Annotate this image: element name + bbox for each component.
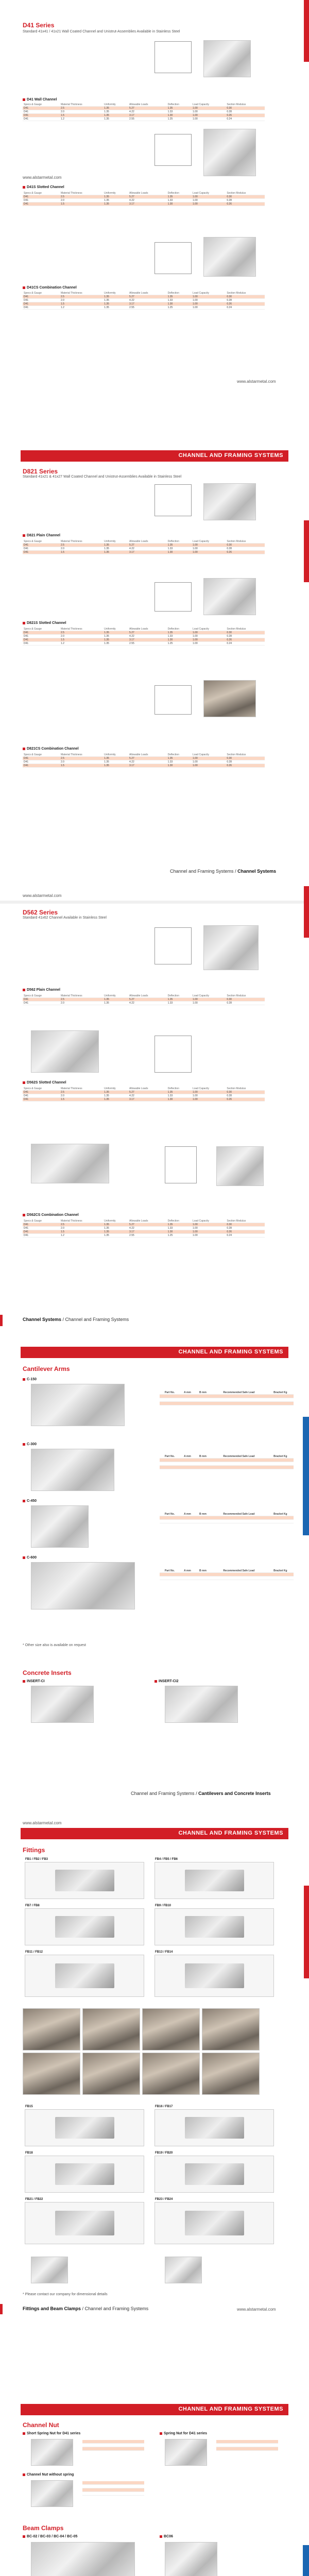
fitting-label: FB4 / FB5 / FB6: [155, 1858, 178, 1861]
combination-photo: [203, 237, 256, 277]
combination-diagram: [154, 685, 192, 715]
series-title: D821 Series: [23, 468, 58, 475]
fitting-group: [154, 2151, 274, 2193]
fitting-photo: [82, 2008, 140, 2050]
spec-table: Specs & Gauge Material Thickness Uniformity Allowable Loads Deflection Load Capacity Section Modulus D41 2.5 1.35 5.27 1.35 1.00 0.30 D41 2.0 1.35 4.22 1.33 1.00 0.28 D41 1.5 1.35 3.17 1.30 1.00 0.26: [23, 540, 265, 554]
fitting-label: FB15: [25, 2105, 33, 2108]
nut-table: [216, 2440, 278, 2451]
arm-table: Part No. A mm B mm Recommended Safe Load Bracket Kg: [160, 1513, 294, 1523]
insert-label: INSERT-CI2: [154, 1680, 179, 1683]
arm-label: C-150: [23, 1378, 37, 1381]
section-label: D562CS Combination Channel: [23, 1213, 79, 1217]
page-footer: Channel and Framing Systems / Channel Systems: [170, 869, 277, 874]
website-text: www.alstarmetal.com: [23, 175, 62, 180]
concrete-insert-image: [31, 1686, 94, 1723]
section-header: [21, 1347, 288, 1358]
arm-label: C-450: [23, 1499, 37, 1503]
clamps-title: Beam Clamps: [23, 2524, 64, 2532]
blue-page-tab: [303, 1417, 309, 1535]
fitting-group: [25, 1858, 144, 1899]
fitting-label: FB19 / FB20: [155, 2151, 173, 2155]
section-title: Channel Nut: [23, 2421, 59, 2429]
insert-label: INSERT-CI: [23, 1680, 45, 1683]
combination-photo: [203, 680, 256, 717]
cantilever-arm-image: [31, 1505, 89, 1548]
footer-red-mark: [0, 1315, 3, 1326]
section-label: D562 Plain Channel: [23, 988, 60, 992]
section-label: D821 Plain Channel: [23, 534, 60, 537]
section-title: Fittings: [23, 1846, 45, 1854]
nut-table: [82, 2440, 144, 2451]
spec-table: Specs & Gauge Material Thickness Uniformity Allowable Loads Deflection Load Capacity Section Modulus D41 2.5 1.35 5.27 1.35 1.00 0.30 D41 2.0 1.35 4.22 1.33 1.00 0.28: [23, 994, 265, 1005]
channel-diagram: [154, 927, 192, 964]
red-page-tab: [304, 886, 309, 938]
fitting-label: FB11 / FB12: [25, 1951, 43, 1954]
section-label: D41 Wall Channel: [23, 98, 57, 101]
channel-photo: [203, 40, 251, 77]
header-text: CHANNEL AND FRAMING SYSTEMS: [178, 1830, 283, 1836]
footer-bold: Channel Systems: [237, 869, 277, 874]
nut-image: [165, 2439, 207, 2466]
channel-photo: [203, 925, 259, 970]
spec-table: Specs & Gauge Material Thickness Uniformity Allowable Loads Deflection Load Capacity Section Modulus D41 2.5 1.35 5.27 1.35 1.00 0.30 D41 2.0 1.35 4.22 1.33 1.00 0.28 D41 1.5 1.35 3.17 1.30 1.00 0.26: [23, 1087, 265, 1101]
sheet-fittings: [0, 1814, 309, 2392]
sheet-d41: [0, 0, 309, 444]
spec-table: Specs & Gauge Material Thickness Uniformity Allowable Loads Deflection Load Capacity Section Modulus D41 2.5 1.35 5.27 1.35 1.00 0.30 D41 2.0 1.35 4.22 1.33 1.00 0.28 D41 1.5 1.35 3.17 1.30 1.00 0.26: [23, 753, 265, 768]
section-header: [21, 2404, 288, 2415]
spec-table: Specs & Gauge Material Thickness Uniformity Allowable Loads Deflection Load Capacity Section Modulus D41 2.5 1.35 5.27 1.35 1.00 0.30 D41 2.0 1.35 4.22 1.33 1.00 0.28 D41 1.5 1.35 3.17 1.30 1.00 0.26 D41 1.2 1.35 2.55 1.25 1.00 0.24: [23, 1219, 265, 1238]
slotted-diagram: [154, 134, 192, 166]
website-text: www.alstarmetal.com: [237, 2307, 276, 2312]
footer-red-mark: [0, 2304, 3, 2314]
slotted-diagram: [154, 582, 192, 612]
spec-table: Specs & Gauge Material Thickness Uniformity Allowable Loads Deflection Load Capacity Section Modulus D41 2.5 1.35 5.27 1.35 1.00 0.30 D41 2.0 1.35 4.22 1.33 1.00 0.28 D41 1.5 1.35 3.17 1.30 1.00 0.26: [23, 192, 265, 206]
nut-table: [82, 2481, 144, 2496]
fitting-group: [25, 1904, 144, 1945]
arm-table: Part No. A mm B mm Recommended Safe Load Bracket Kg: [160, 1391, 294, 1405]
nut-label: Channel Nut without spring: [23, 2473, 74, 2477]
footer-bold: Cantilevers and Concrete Inserts: [198, 1791, 271, 1796]
fitting-group: [25, 2151, 144, 2193]
series-subtitle: Standard 41x41 / 41x21 Wall Coated Channel and Unistrut-Assemblies Available in Stainless Steel: [23, 30, 180, 33]
fitting-label: FB1 / FB2 / FB3: [25, 1858, 48, 1861]
section-label: D41S Slotted Channel: [23, 185, 64, 189]
fitting-photo: [31, 2257, 68, 2283]
footer-prefix: Channel and Framing Systems: [170, 869, 234, 874]
fitting-photo: [82, 2053, 140, 2095]
section-title: Cantilever Arms: [23, 1365, 70, 1372]
red-page-tab: [304, 1886, 309, 1978]
fitting-group: [154, 1858, 274, 1899]
divider-band: [0, 901, 309, 904]
series-subtitle: Standard 41x21 & 41x27 Wall Coated Channel and Unistrut-Assemblies Available in Stainless Steel: [23, 475, 182, 479]
fitting-group: [154, 2198, 274, 2244]
beam-clamp-image: [31, 2542, 135, 2576]
cantilever-arm-image: [31, 1449, 114, 1491]
footer-bold: Channel Systems: [23, 1317, 62, 1322]
series-subtitle: Standard 41x62 Channel Available in Stainless Steel: [23, 916, 107, 920]
website-text: www.alstarmetal.com: [23, 893, 62, 898]
inserts-title: Concrete Inserts: [23, 1669, 72, 1676]
sheet-d821: [0, 443, 309, 887]
footer-prefix: Channel and Framing Systems: [131, 1791, 195, 1796]
nut-image: [31, 2439, 73, 2466]
cantilever-arm-image: [31, 1384, 125, 1426]
fitting-group: [25, 2105, 144, 2146]
sheet-d562: [0, 886, 309, 1341]
footer-suffix: Channel and Framing Systems: [84, 2306, 149, 2311]
footer-bold: Fittings and Beam Clamps: [23, 2306, 81, 2311]
channel-diagram: [154, 41, 192, 73]
nut-label: Spring Nut for D41 series: [160, 2432, 207, 2435]
fitting-group: [154, 1951, 274, 1997]
arm-note: * Other size also is available on request: [23, 1643, 86, 1647]
fitting-label: FB13 / FB14: [155, 1951, 173, 1954]
slotted-photo: [203, 578, 256, 615]
sheet-nuts: [0, 2391, 309, 2576]
slotted-diagram: [154, 1036, 192, 1073]
series-title: D41 Series: [23, 22, 55, 29]
fitting-label: FB18: [25, 2151, 33, 2155]
combination-photo-a: [31, 1144, 109, 1183]
header-text: CHANNEL AND FRAMING SYSTEMS: [178, 2406, 283, 2412]
nut-image: [31, 2480, 73, 2507]
arm-table: Part No. A mm B mm Recommended Safe Load Bracket Kg: [160, 1569, 294, 1580]
channel-diagram: [154, 484, 192, 516]
section-header: [21, 450, 288, 462]
fitting-group: [25, 1951, 144, 1997]
fitting-label: FB21 / FB22: [25, 2198, 43, 2201]
spec-table: Specs & Gauge Material Thickness Uniformity Allowable Loads Deflection Load Capacity Section Modulus D41 2.5 1.35 5.27 1.35 1.00 0.30 D41 2.0 1.35 4.22 1.33 1.00 0.28 D41 1.5 1.35 3.17 1.30 1.00 0.26 D41 1.2 1.35 2.55 1.25 1.00 0.24: [23, 292, 265, 310]
arm-table: Part No. A mm B mm Recommended Safe Load Bracket Kg: [160, 1455, 294, 1469]
fitting-group: [154, 1904, 274, 1945]
combination-diagram: [165, 1146, 197, 1183]
spec-table: Specs & Gauge Material Thickness Uniformity Allowable Loads Deflection Load Capacity Section Modulus D41 2.5 1.35 5.27 1.35 1.00 0.30 D41 2.0 1.35 4.22 1.33 1.00 0.28 D41 1.5 1.35 3.17 1.30 1.00 0.26 D41 1.2 1.35 2.55 1.25 1.00 0.24: [23, 103, 265, 121]
fitting-label: FB16 / FB17: [155, 2105, 173, 2108]
fitting-photo: [165, 2257, 202, 2283]
sheet-cantilever: [0, 1340, 309, 1815]
page-footer: Channel Systems / Channel and Framing Systems: [23, 1317, 129, 1322]
beam-clamp-image: [165, 2542, 217, 2576]
slotted-photo: [31, 1030, 99, 1073]
combination-diagram: [154, 242, 192, 274]
section-label: D821S Slotted Channel: [23, 621, 66, 625]
cantilever-arm-image: [31, 1562, 135, 1609]
nut-label: Short Spring Nut for D41 series: [23, 2432, 80, 2435]
fitting-label: FB9 / FB10: [155, 1904, 171, 1907]
fitting-photo: [23, 2053, 80, 2095]
channel-photo: [203, 483, 256, 520]
fitting-photo: [202, 2008, 260, 2050]
red-page-tab: [304, 520, 309, 582]
clamp-label: BC-02 / BC-03 / BC-04 / BC-05: [23, 2535, 77, 2538]
combination-photo-b: [216, 1146, 264, 1186]
fitting-photo: [142, 2008, 200, 2050]
fitting-group: [25, 2198, 144, 2244]
fitting-photo: [202, 2053, 260, 2095]
header-text: CHANNEL AND FRAMING SYSTEMS: [178, 1349, 283, 1355]
fitting-label: FB23 / FB24: [155, 2198, 173, 2201]
header-text: CHANNEL AND FRAMING SYSTEMS: [178, 452, 283, 459]
section-label: D562S Slotted Channel: [23, 1081, 66, 1084]
website-text: www.alstarmetal.com: [23, 1821, 62, 1825]
fitting-photo: [142, 2053, 200, 2095]
concrete-insert-image: [165, 1686, 238, 1723]
slotted-photo: [203, 129, 256, 176]
series-title: D562 Series: [23, 909, 58, 916]
fittings-note: * Please contact our company for dimensional details: [23, 2293, 108, 2296]
section-label: D821CS Combination Channel: [23, 747, 79, 751]
arm-label: C-300: [23, 1443, 37, 1446]
footer-suffix: Channel and Framing Systems: [65, 1317, 129, 1322]
page-footer: Fittings and Beam Clamps / Channel and Framing Systems: [23, 2306, 149, 2311]
website-text: www.alstarmetal.com: [237, 379, 276, 384]
blue-page-tab: [303, 2545, 309, 2576]
arm-label: C-600: [23, 1556, 37, 1560]
fitting-photo: [23, 2008, 80, 2050]
section-header: [21, 1828, 288, 1839]
red-page-tab: [304, 0, 309, 62]
section-label: D41CS Combination Channel: [23, 286, 77, 290]
fitting-label: FB7 / FB8: [25, 1904, 40, 1907]
page-footer: Channel and Framing Systems / Cantilevers and Concrete Inserts: [131, 1791, 271, 1796]
fitting-group: [154, 2105, 274, 2146]
spec-table: Specs & Gauge Material Thickness Uniformity Allowable Loads Deflection Load Capacity Section Modulus D41 2.5 1.35 5.27 1.35 1.00 0.30 D41 2.0 1.35 4.22 1.33 1.00 0.28 D41 1.5 1.35 3.17 1.30 1.00 0.26 D41 1.2 1.35 2.55 1.25 1.00 0.24: [23, 628, 265, 646]
clamp-label: BC06: [160, 2535, 173, 2538]
